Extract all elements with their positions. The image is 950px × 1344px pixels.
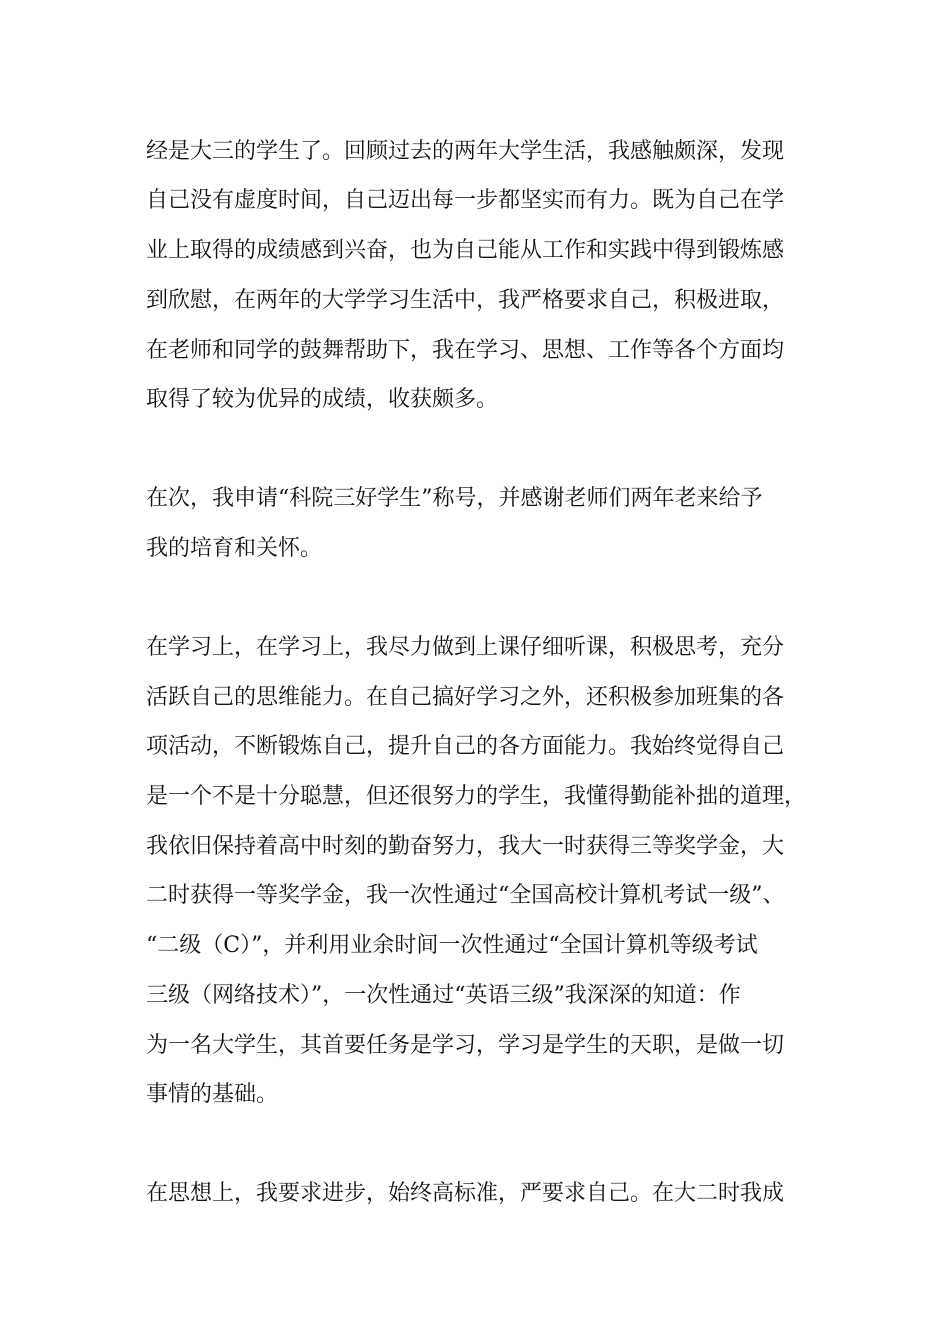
paragraph-1-line-2: 自己没有虚度时间，自己迈出每一步都坚实而有力。既为自己在学 [146,188,785,213]
paragraph-1-line-6: 取得了较为优异的成绩，收获颇多。 [146,387,499,412]
paragraph-3-line-2: 活跃自己的思维能力。在自己搞好学习之外，还积极参加班集的各 [146,685,785,710]
paragraph-1-line-4: 到欣慰，在两年的大学学习生活中，我严格要求自己，积极进取， [146,288,785,313]
paragraph-2-line-1: 在次，我申请“科院三好学生”称号，并感谢老师们两年老来给予 [146,486,763,511]
paragraph-3-line-3: 项活动，不断锻炼自己，提升自己的各方面能力。我始终觉得自己 [146,734,785,759]
paragraph-4-line-1: 在思想上，我要求进步，始终高标准，严要求自己。在大二时我成 [146,1181,785,1206]
paragraph-1-line-5: 在老师和同学的鼓舞帮助下，我在学习、思想、工作等各个方面均 [146,338,785,363]
paragraph-3-line-8: 三级（网络技术）”，一次性通过“英语三级”我深深的知道：作 [146,983,741,1008]
paragraph-3-line-1: 在学习上，在学习上，我尽力做到上课仔细听课，积极思考，充分 [146,635,785,660]
paragraph-1-line-1: 经是大三的学生了。回顾过去的两年大学生活，我感触颇深，发现 [146,139,785,164]
paragraph-3-line-7: “二级（C）”，并利用业余时间一次性通过“全国计算机等级考试 [146,933,758,958]
paragraph-3-line-10: 事情的基础。 [146,1082,279,1107]
paragraph-2-line-2: 我的培育和关怀。 [146,536,323,561]
paragraph-3-line-9: 为一名大学生，其首要任务是学习，学习是学生的天职，是做一切 [146,1033,785,1058]
paragraph-3-line-4: 是一个不是十分聪慧，但还很努力的学生，我懂得勤能补拙的道理， [146,784,807,809]
paragraph-1-line-3: 业上取得的成绩感到兴奋，也为自己能从工作和实践中得到锻炼感 [146,238,785,263]
paragraph-3-line-6: 二时获得一等奖学金，我一次性通过“全国高校计算机考试一级”、 [146,883,785,908]
paragraph-3-line-5: 我依旧保持着高中时刻的勤奋努力，我大一时获得三等奖学金，大 [146,834,785,859]
